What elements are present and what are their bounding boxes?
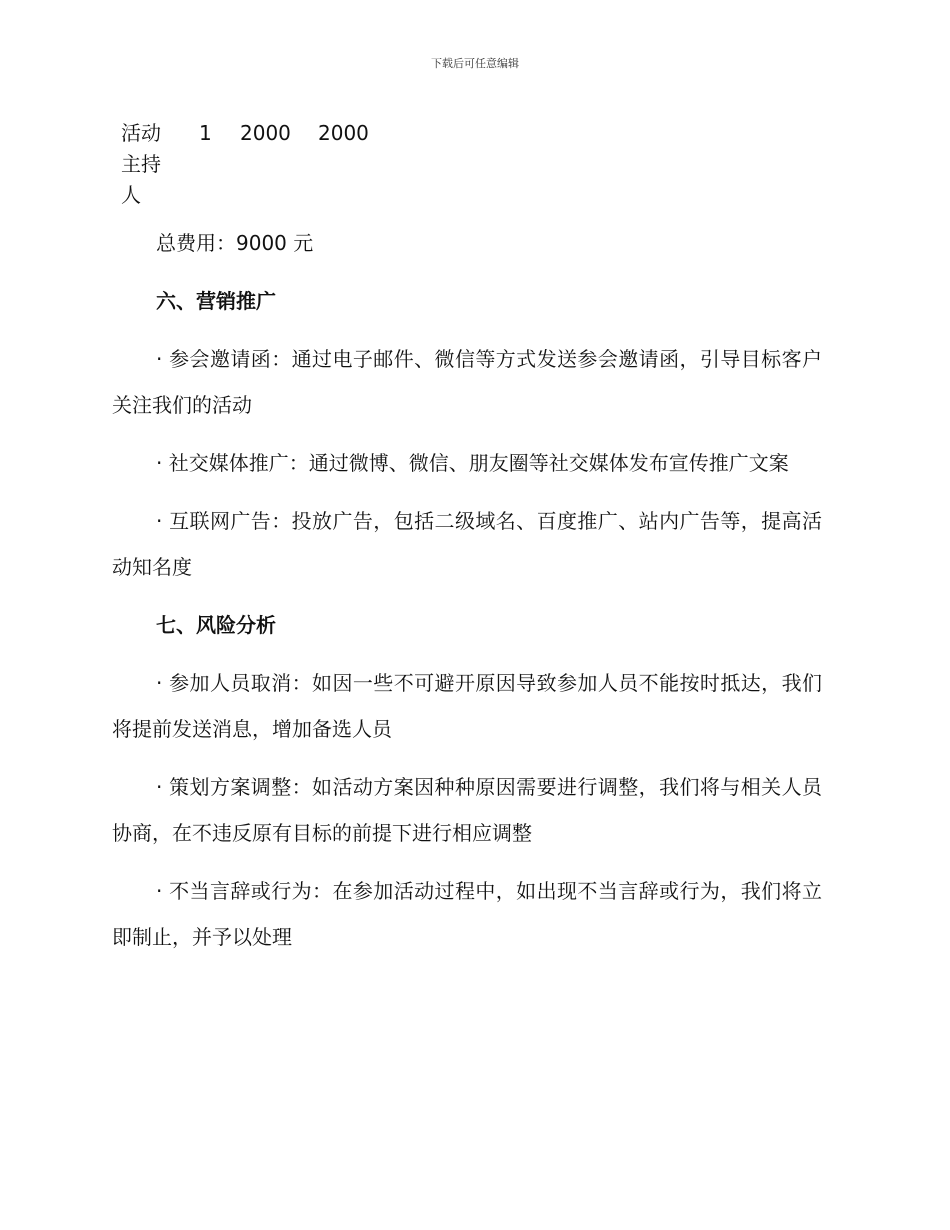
section-heading-risk: 七、风险分析 <box>156 613 276 637</box>
risk-bullet-misconduct: · 不当言辞或行为：在参加活动过程中，如出现不当言辞或行为，我们将立即制止，并予以处理 <box>112 879 822 949</box>
marketing-bullet-social-media: · 社交媒体推广：通过微博、微信、朋友圈等社交媒体发布宣传推广文案 <box>156 451 789 475</box>
budget-item-unit-price: 2000 <box>240 121 291 145</box>
budget-item-subtotal: 2000 <box>318 121 369 145</box>
budget-item-name: 活动主持人 <box>121 121 161 207</box>
page-header-note: 下载后可任意编辑 <box>431 57 519 70</box>
total-cost: 总费用：9000 元 <box>156 231 314 255</box>
risk-bullet-cancellation: · 参加人员取消：如因一些不可避开原因导致参加人员不能按时抵达，我们将提前发送消息，增加备选人员 <box>112 671 822 741</box>
document-body <box>112 220 822 972</box>
section-heading-marketing: 六、营销推广 <box>156 289 276 313</box>
marketing-bullet-internet-ads: · 互联网广告：投放广告，包括二级域名、百度推广、站内广告等，提高活动知名度 <box>112 509 822 579</box>
budget-item-quantity: 1 <box>199 121 212 145</box>
risk-bullet-plan-adjustment: · 策划方案调整：如活动方案因种种原因需要进行调整，我们将与相关人员协商，在不违反原有目标的前提下进行相应调整 <box>112 775 822 845</box>
marketing-bullet-invitation: · 参会邀请函：通过电子邮件、微信等方式发送参会邀请函，引导目标客户关注我们的活动 <box>112 347 822 417</box>
